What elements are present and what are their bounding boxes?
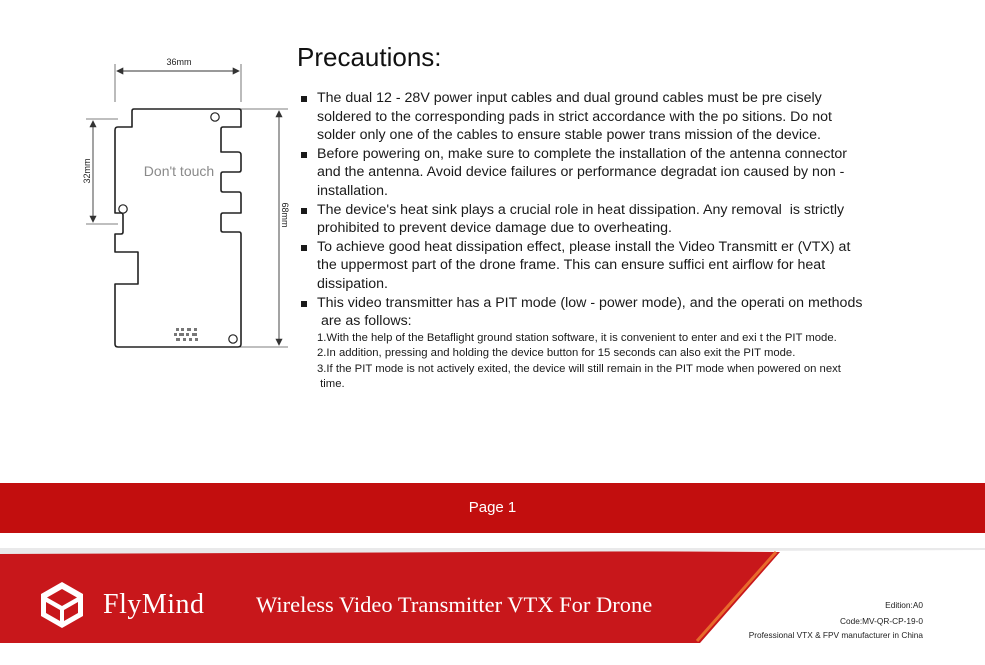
board-outline [115, 109, 241, 347]
no-touch-zone-label: Don't touch [143, 163, 215, 179]
precautions-heading: Precautions: [297, 42, 442, 72]
precaution-list [300, 89, 910, 331]
width-dimension-label: 36mm [166, 57, 192, 67]
mount-hole-left [119, 205, 127, 213]
precaution-item [300, 238, 910, 294]
pit-step: 1.With the help of the Betaflight ground station software, it is convenient to enter and exi t the PIT mode. [317, 332, 837, 344]
mount-hole-top [211, 113, 219, 121]
product-title: Wireless Video Transmitter VTX For Drone [256, 592, 653, 617]
board-dimension-diagram [78, 52, 300, 352]
precaution-line: the uppermost part of the drone frame. This can ensure suffici ent airflow for heat [317, 257, 826, 274]
mount-hole-bottom [229, 335, 237, 343]
precaution-item [300, 294, 910, 331]
flymind-logo-icon [37, 580, 87, 630]
precaution-line: soldered to the corresponding pads in strict accordance with the po sitions. Do not [317, 108, 832, 125]
precaution-line: installation. [317, 182, 388, 199]
company-tagline: Professional VTX & FPV manufacturer in China [748, 630, 923, 640]
precaution-line: are as follows: [317, 313, 412, 330]
precaution-line: and the antenna. Avoid device failures or performance degradat ion caused by non - [317, 164, 845, 181]
precaution-line: The dual 12 - 28V power input cables and dual ground cables must be pre cisely [317, 90, 822, 106]
precaution-line: dissipation. [317, 275, 388, 292]
qr-code-mark [174, 328, 198, 341]
precaution-line: This video transmitter has a PIT mode (low - power mode), and the operati on methods [317, 294, 863, 311]
page-number: Page 1 [468, 499, 517, 516]
pit-step: 2.In addition, pressing and holding the device button for 15 seconds can also exit the PIT mode. [317, 347, 796, 360]
precaution-item [300, 201, 910, 238]
inner-dimension-label: 32mm [82, 158, 92, 184]
edition-label: Edition:A0 [885, 600, 923, 610]
precaution-line: To achieve good heat dissipation effect, please install the Video Transmitt er (VTX) at [317, 238, 851, 255]
brand-name: FlyMind [103, 589, 205, 620]
precaution-line: solder only one of the cables to ensure stable power trans mission of the device. [317, 127, 821, 144]
precaution-item [300, 145, 910, 201]
precaution-item [300, 89, 910, 145]
document-code: Code:MV-QR-CP-19-0 [840, 616, 923, 626]
precaution-line: prohibited to prevent device damage due to overheating. [317, 220, 672, 237]
height-dimension-label: 68mm [280, 202, 290, 228]
page-number-band [0, 483, 985, 533]
precaution-line: Before powering on, make sure to complete the installation of the antenna connector [317, 145, 847, 162]
pit-mode-steps [317, 331, 917, 392]
pit-step: 3.If the PIT mode is not actively exited, the device will still remain in the PIT mode when powered on next [317, 362, 841, 375]
precaution-line: The device's heat sink plays a crucial role in heat dissipation. Any removal is strictly [317, 201, 845, 218]
pit-step: time. [317, 377, 345, 390]
